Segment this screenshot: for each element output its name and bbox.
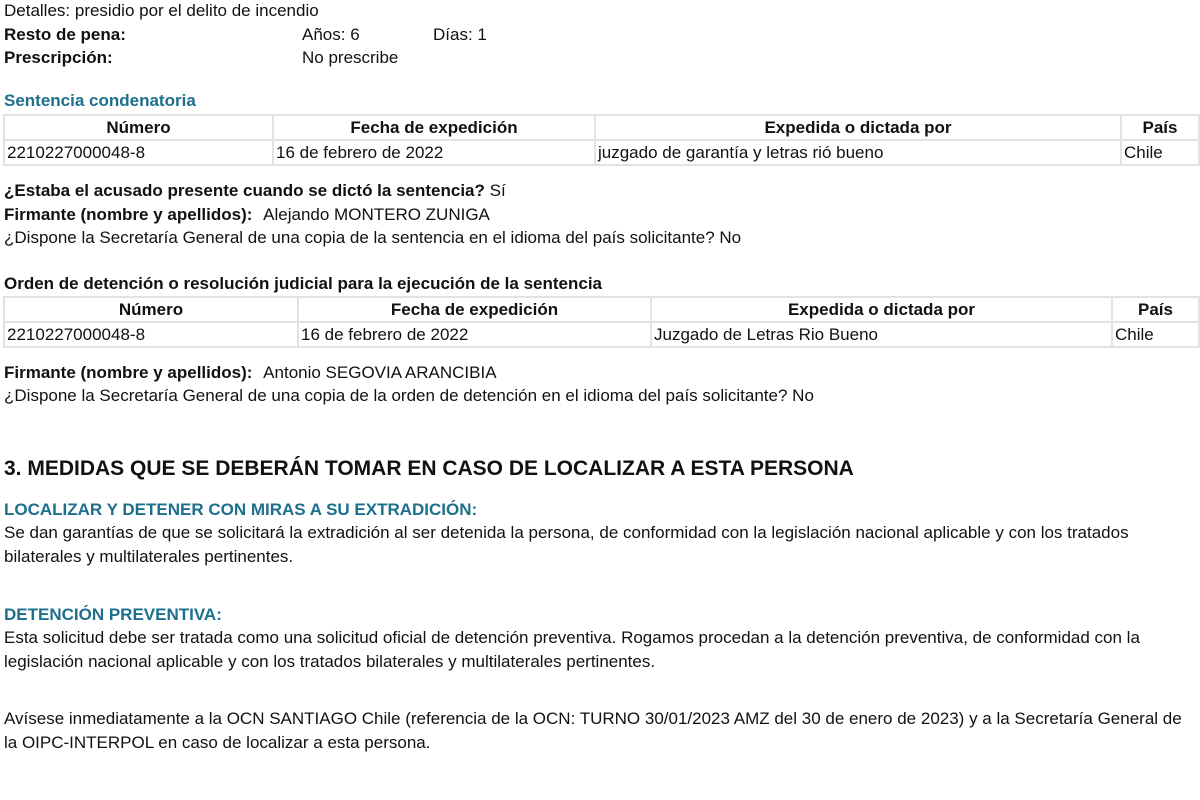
cell-numero: 2210227000048-8 [4, 140, 273, 165]
firmante-value: Alejando MONTERO ZUNIGA [263, 205, 490, 224]
table-row [4, 140, 1199, 165]
extradicion-text: Se dan garantías de que se solicitará la extradición al ser detenida la persona, de conformidad con la legislación nacional aplicable y con los tratados bilaterales y multilaterales pertinentes. [4, 523, 1129, 566]
firmante-label: Firmante (nombre y apellidos): [4, 363, 253, 382]
cell-fecha: 16 de febrero de 2022 [298, 322, 651, 347]
header-fecha: Fecha de expedición [273, 115, 595, 140]
preventiva-text: Esta solicitud debe ser tratada como una solicitud oficial de detención preventiva. Rogamos procedan a la detención preventiva, de conformidad con la legislación nacional aplicable y con los tratados bilaterales y multilaterales pertinentes. [4, 628, 1140, 671]
aviso-text: Avísese inmediatamente a la OCN SANTIAGO Chile (referencia de la OCN: TURNO 30/01/2023 AMZ del 30 de enero de 2023) y a la Secretaría General de la OIPC-INTERPOL en caso de localizar a esta persona. [4, 709, 1182, 752]
presente-question: ¿Estaba el acusado presente cuando se dictó la sentencia? [4, 181, 485, 200]
firmante-value: Antonio SEGOVIA ARANCIBIA [263, 363, 497, 382]
cell-numero: 2210227000048-8 [4, 322, 298, 347]
header-fecha: Fecha de expedición [298, 297, 651, 322]
orden-title: Orden de detención o resolución judicial para la ejecución de la sentencia [4, 274, 603, 293]
header-numero: Número [4, 297, 298, 322]
cell-pais: Chile [1121, 140, 1199, 165]
header-expedida: Expedida o dictada por [651, 297, 1112, 322]
detalles-text: Detalles: presidio por el delito de incendio [4, 1, 319, 20]
presente-line [4, 181, 506, 201]
cell-expedida: juzgado de garantía y letras rió bueno [595, 140, 1121, 165]
extradicion-title: LOCALIZAR Y DETENER CON MIRAS A SU EXTRADICIÓN: [4, 500, 478, 519]
copia-orden-text: ¿Dispone la Secretaría General de una copia de la orden de detención en el idioma del país solicitante? No [4, 386, 814, 405]
presente-answer: Sí [489, 181, 506, 200]
cell-pais: Chile [1112, 322, 1199, 347]
sentencia-table [3, 114, 1200, 166]
prescripcion-value: No prescribe [302, 48, 399, 67]
resto-pena-label: Resto de pena: [4, 25, 126, 44]
header-pais: País [1112, 297, 1199, 322]
cell-expedida: Juzgado de Letras Rio Bueno [651, 322, 1112, 347]
copia-sentencia-text: ¿Dispone la Secretaría General de una copia de la sentencia en el idioma del país solicitante? No [4, 228, 742, 247]
firmante-label: Firmante (nombre y apellidos): [4, 205, 253, 224]
header-pais: País [1121, 115, 1199, 140]
table-row [4, 322, 1199, 347]
table-header-row [4, 297, 1199, 322]
resto-dias-value: Días: 1 [433, 25, 487, 44]
header-numero: Número [4, 115, 273, 140]
firmante-orden-line [4, 363, 497, 383]
cell-fecha: 16 de febrero de 2022 [273, 140, 595, 165]
medidas-heading: 3. MEDIDAS QUE SE DEBERÁN TOMAR EN CASO DE LOCALIZAR A ESTA PERSONA [4, 457, 854, 480]
prescripcion-label: Prescripción: [4, 48, 113, 67]
preventiva-title: DETENCIÓN PREVENTIVA: [4, 605, 222, 624]
header-expedida: Expedida o dictada por [595, 115, 1121, 140]
table-header-row [4, 115, 1199, 140]
resto-anos-value: Años: 6 [302, 25, 360, 44]
orden-table [3, 296, 1200, 348]
sentencia-title: Sentencia condenatoria [4, 91, 196, 110]
firmante-sentencia-line [4, 205, 490, 225]
